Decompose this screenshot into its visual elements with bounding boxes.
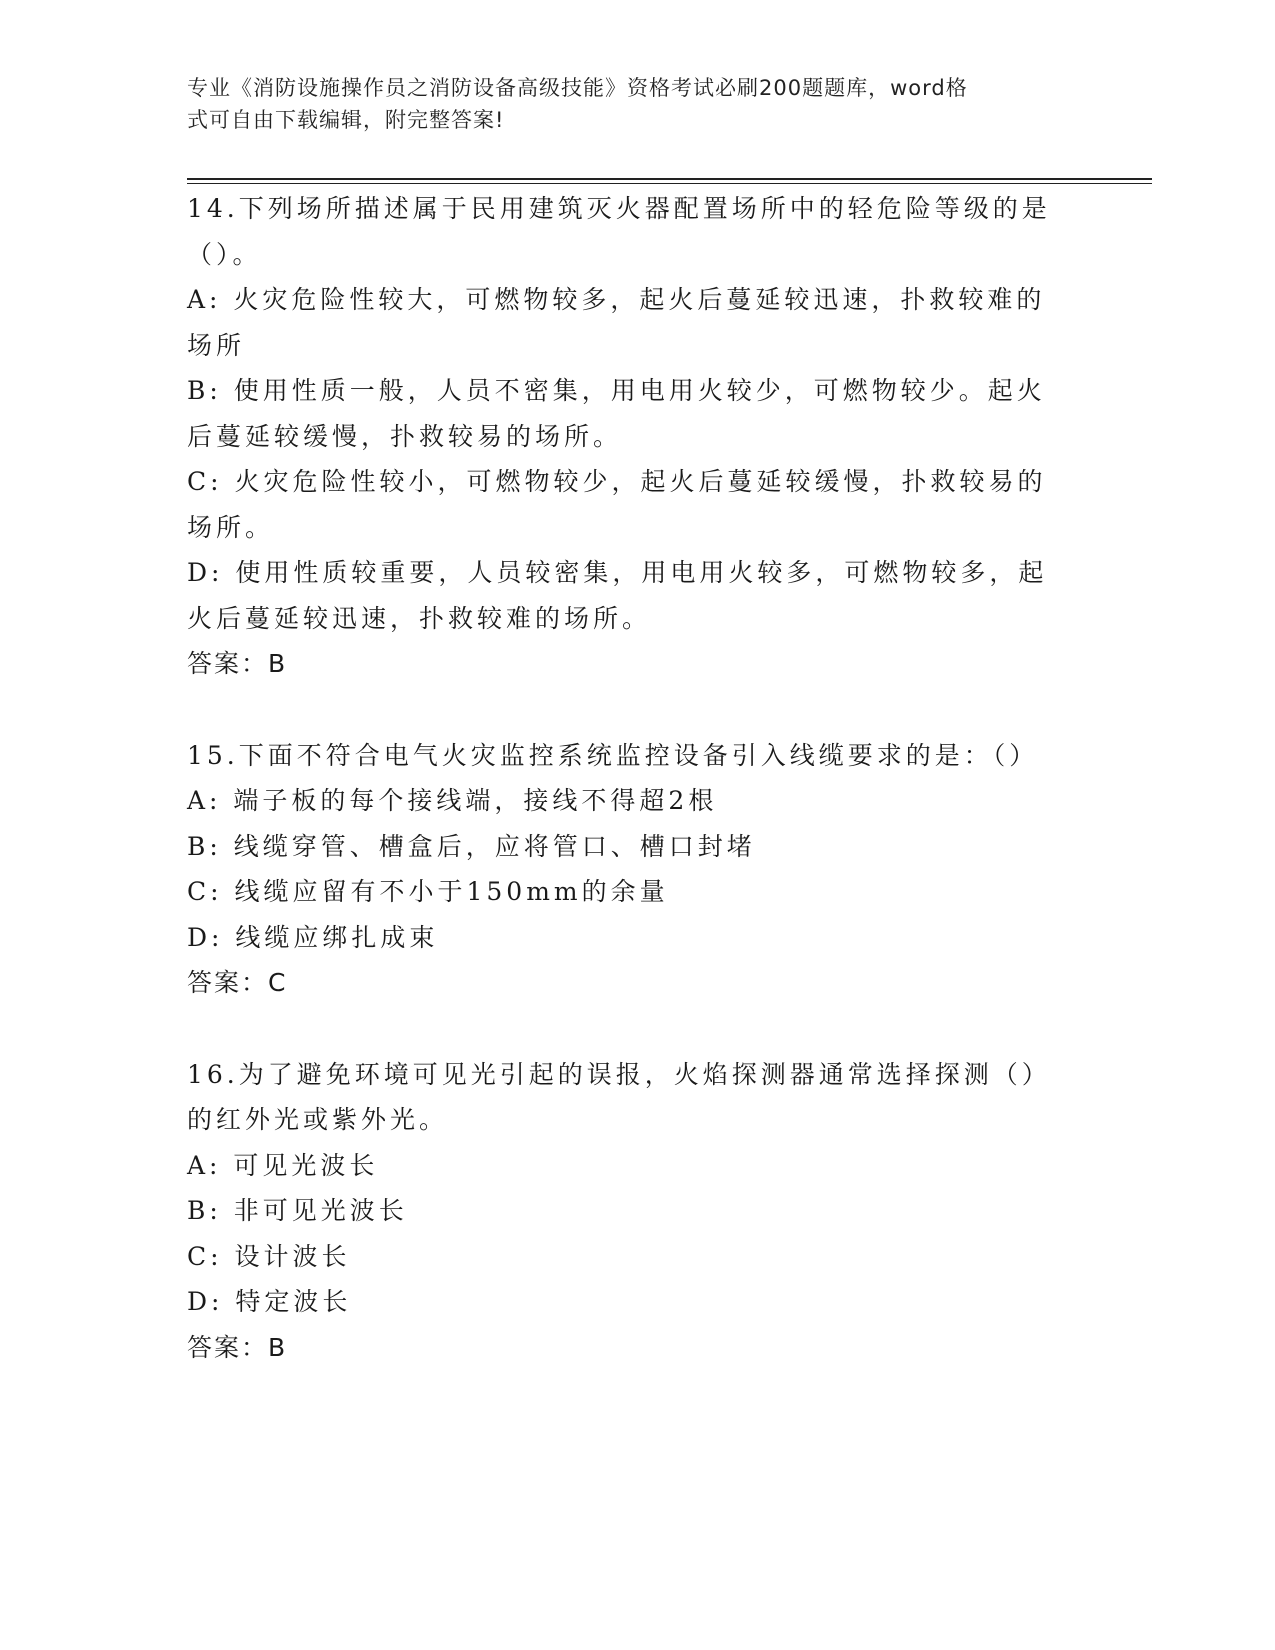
option-c: C: 设计波长 <box>187 1241 351 1271</box>
option-b: B: 线缆穿管、槽盒后，应将管口、槽口封堵 <box>187 831 756 861</box>
question-14 <box>187 186 1067 687</box>
question-16 <box>187 1052 1067 1371</box>
answer: 答案：B <box>187 1332 288 1362</box>
question-list <box>187 186 1067 1370</box>
question-stem: 15.下面不符合电气火灾监控系统监控设备引入线缆要求的是：（） <box>187 740 1039 770</box>
question-stem: 14.下列场所描述属于民用建筑灭火器配置场所中的轻危险等级的是（）。 <box>187 194 1051 269</box>
answer: 答案：C <box>187 968 288 997</box>
option-b: B: 使用性质一般，人员不密集，用电用火较少，可燃物较少。起火后蔓延较缓慢，扑救较易的场所。 <box>187 376 1046 451</box>
option-a: A: 火灾危险性较大，可燃物较多，起火后蔓延较迅速，扑救较难的场所 <box>187 285 1046 360</box>
answer: 答案：B <box>187 649 288 678</box>
document-header <box>187 72 1067 136</box>
option-a: A: 端子板的每个接线端，接线不得超2根 <box>187 786 718 815</box>
option-d: D: 线缆应绑扎成束 <box>187 922 439 952</box>
option-c: C: 线缆应留有不小于150mm的余量 <box>187 877 669 906</box>
option-d: D: 特定波长 <box>187 1287 352 1316</box>
header-line-1: 专业《消防设施操作员之消防设备高级技能》资格考试必刷200题题库，word格 <box>187 76 968 100</box>
option-c: C: 火灾危险性较小，可燃物较少，起火后蔓延较缓慢，扑救较易的场所。 <box>187 467 1047 542</box>
option-a: A: 可见光波长 <box>187 1150 379 1180</box>
question-15 <box>187 733 1067 1006</box>
header-rule-thin <box>187 183 1152 184</box>
question-stem: 16.为了避免环境可见光引起的误报，火焰探测器通常选择探测（）的红外光或紫外光。 <box>187 1059 1051 1134</box>
option-b: B: 非可见光波长 <box>187 1196 408 1225</box>
header-line-2: 式可自由下载编辑，附完整答案! <box>187 108 505 132</box>
option-d: D: 使用性质较重要，人员较密集，用电用火较多，可燃物较多，起火后蔓延较迅速，扑救较难的场所。 <box>187 558 1048 633</box>
header-rule-thick <box>187 178 1152 180</box>
